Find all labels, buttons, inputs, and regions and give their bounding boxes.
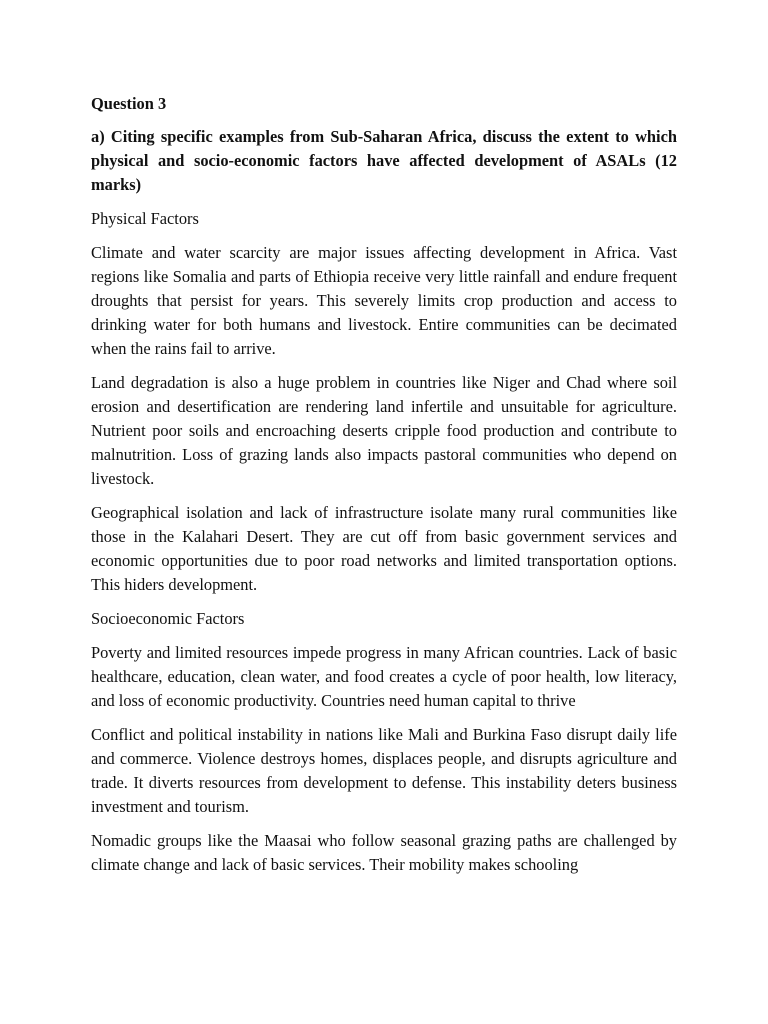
paragraph-conflict: Conflict and political instability in nations like Mali and Burkina Faso disrupt daily life and commerce. Violence destroys homes, displaces people, and disrupts agriculture and trade. It diverts resources from development to defense. This instability deters business investment and tourism.: [91, 725, 677, 816]
paragraph-poverty: Poverty and limited resources impede progress in many African countries. Lack of basic healthcare, education, clean water, and food creates a cycle of poor health, low literacy, and loss of economic productivity. Countries need human capital to thrive: [91, 643, 677, 710]
paragraph-nomadic: Nomadic groups like the Maasai who follow seasonal grazing paths are challenged by climate change and lack of basic services. Their mobility makes schooling: [91, 831, 677, 874]
document-body: [91, 92, 677, 887]
paragraph-land-degradation: Land degradation is also a huge problem in countries like Niger and Chad where soil erosion and desertification are rendering land infertile and unsuitable for agriculture. Nutrient poor soils and encroaching deserts cripple food production and contribute to malnutrition. Loss of grazing lands also impacts pastoral communities who depend on livestock.: [91, 373, 677, 488]
paragraph-isolation: Geographical isolation and lack of infrastructure isolate many rural communities like those in the Kalahari Desert. They are cut off from basic government services and economic opportunities due to poor road networks and limited transportation options. This hiders development.: [91, 503, 677, 594]
question-title: Question 3: [91, 94, 167, 113]
question-text: a) Citing specific examples from Sub-Saharan Africa, discuss the extent to which physical and socio-economic factors have affected development of ASALs (12 marks): [91, 127, 677, 194]
section-heading-physical: Physical Factors: [91, 209, 199, 228]
section-heading-socioeconomic: Socioeconomic Factors: [91, 609, 245, 628]
paragraph-climate: Climate and water scarcity are major issues affecting development in Africa. Vast regions like Somalia and parts of Ethiopia receive very little rainfall and endure frequent droughts that persist for years. This severely limits crop production and access to drinking water for both humans and livestock. Entire communities can be decimated when the rains fail to arrive.: [91, 243, 677, 358]
